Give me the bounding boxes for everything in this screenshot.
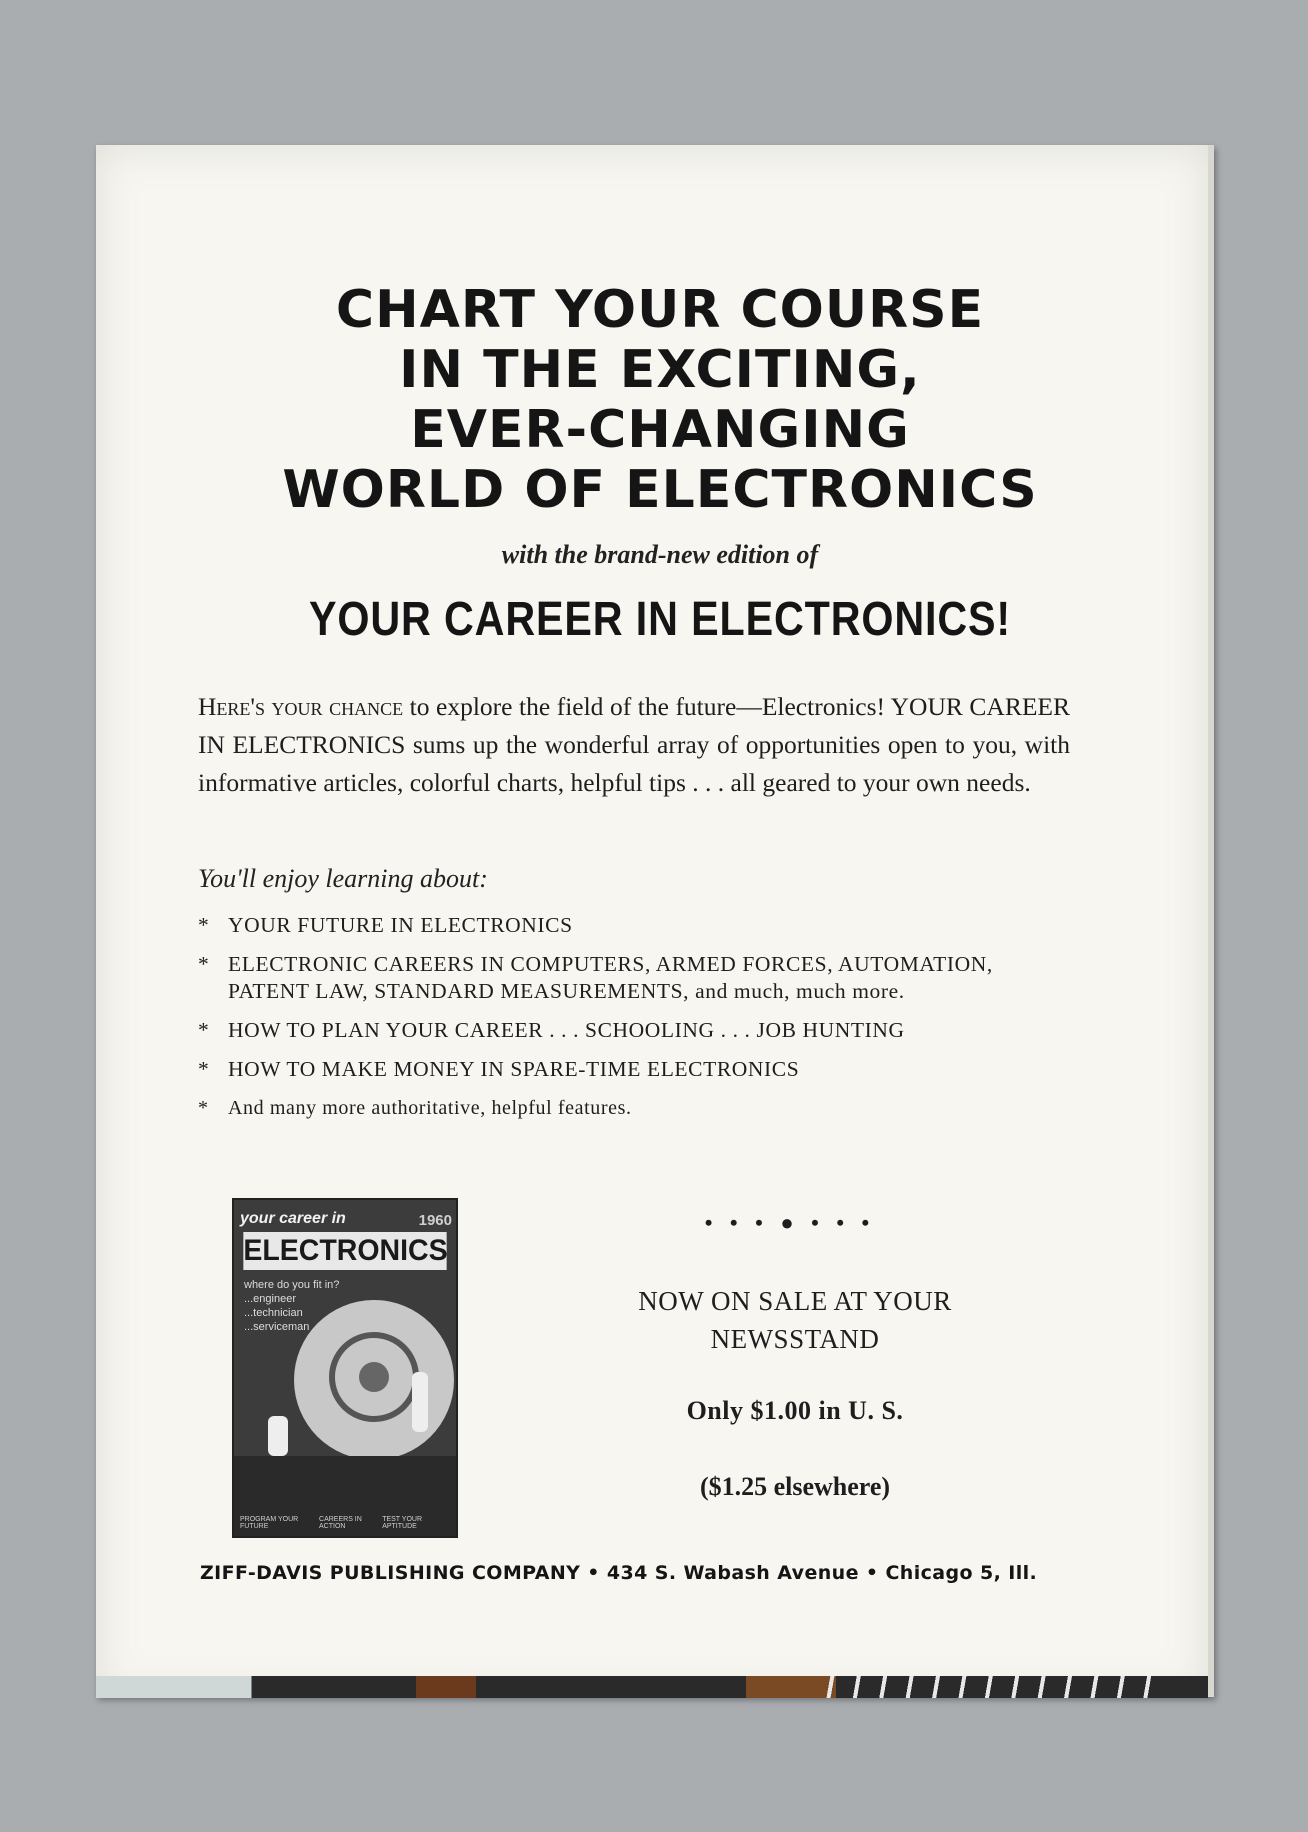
magazine-title: YOUR CAREER IN ELECTRONICS! (308, 593, 1012, 646)
cover-person-figure (412, 1372, 428, 1432)
sale-line-1: NOW ON SALE AT YOUR (638, 1286, 952, 1316)
sale-line-2: NEWSSTAND (710, 1324, 880, 1354)
cover-name: ELECTRONICS (243, 1232, 446, 1270)
magazine-cover-image (232, 1198, 458, 1538)
dot-divider: • • • ● • • • (704, 1210, 876, 1235)
bullet-star-icon: * (198, 952, 210, 976)
headline-line-3: EVER-CHANGING (410, 400, 910, 460)
bullet-star-icon: * (198, 1057, 210, 1081)
cover-bottom-text: PROGRAM YOUR FUTURE CAREERS IN ACTION TEST YOUR APTITUDE (240, 1516, 422, 1530)
cover-bottom-edge (96, 1676, 1208, 1698)
list-item: * YOUR FUTURE IN ELECTRONICS (198, 913, 573, 937)
bullet-star-icon: * (198, 1097, 209, 1119)
headline-line-2: IN THE EXCITING, (399, 340, 921, 400)
headline-line-4: WORLD OF ELECTRONICS (282, 460, 1038, 520)
intro-paragraph (198, 688, 1070, 802)
list-item: * HOW TO MAKE MONEY IN SPARE-TIME ELECTRONICS (198, 1057, 800, 1081)
price-elsewhere: ($1.25 elsewhere) (699, 1472, 891, 1501)
feature-list (198, 912, 1070, 1134)
headline-line-1: CHART YOUR COURSE (335, 280, 985, 340)
cover-where: where do you fit in? ...engineer ...technician ...serviceman (244, 1279, 340, 1333)
bullet-star-icon: * (198, 1018, 210, 1042)
intro-text: to explore the field of the future—Electronics! YOUR CAREER IN ELECTRONICS sums up the wonderful array of opportunities open to you, with informative articles, colorful charts, helpful tips . . . all geared to your own needs. (198, 692, 1070, 797)
list-item: * HOW TO PLAN YOUR CAREER . . . SCHOOLING . . . JOB HUNTING (198, 1018, 905, 1042)
bullet-star-icon: * (198, 913, 210, 937)
sale-notice (580, 1282, 1010, 1358)
publisher-footer: ZIFF-DAVIS PUBLISHING COMPANY • 434 S. Wabash Avenue • Chicago 5, Ill. (200, 1562, 1038, 1584)
subline: with the brand-new edition of (501, 540, 819, 569)
enjoy-label: You'll enjoy learning about: (198, 864, 488, 893)
cover-person-figure (268, 1416, 288, 1456)
headline (180, 280, 1140, 520)
list-item: * ELECTRONIC CAREERS IN COMPUTERS, ARMED FORCES, AUTOMATION, PATENT LAW, STANDARD MEASUREMENTS, and much, much more. (198, 952, 993, 1003)
price-us: Only $1.00 in U. S. (686, 1396, 904, 1425)
cover-year: 1960 (418, 1212, 452, 1229)
intro-lead: Here's your chance (198, 692, 404, 721)
cover-top-text: your career in (240, 1210, 346, 1227)
list-item: * And many more authoritative, helpful features. (198, 1095, 1070, 1122)
